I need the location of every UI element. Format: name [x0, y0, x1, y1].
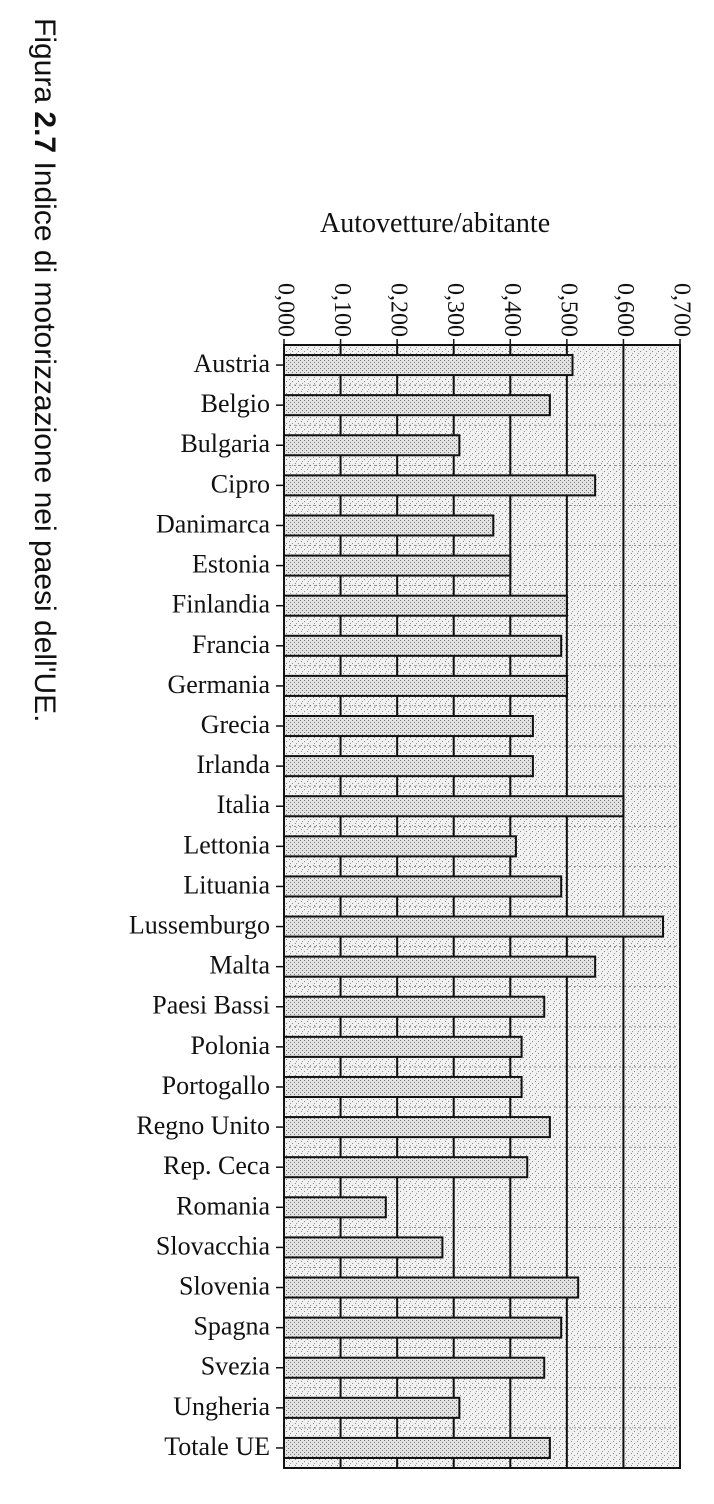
bar: [284, 756, 533, 776]
category-label: Irlanda: [196, 750, 270, 780]
bar: [284, 1358, 544, 1378]
bar: [284, 997, 544, 1017]
bar: [284, 1237, 442, 1257]
category-label: Italia: [216, 790, 270, 820]
category-label: Slovacchia: [155, 1231, 270, 1261]
bar: [284, 676, 567, 696]
category-label: Polonia: [190, 1030, 270, 1060]
bar: [284, 1037, 522, 1057]
bar: [284, 475, 595, 495]
bar: [284, 435, 459, 455]
x-tick-label: 0,100: [329, 283, 356, 337]
category-label: Finlandia: [171, 589, 270, 619]
category-label: Austria: [193, 349, 270, 379]
x-tick-label: 0,400: [498, 283, 525, 337]
x-axis-title: Autovetture/abitante: [320, 208, 551, 239]
bar: [284, 515, 493, 535]
bar: [284, 957, 595, 977]
category-label: Lussemburgo: [128, 910, 270, 940]
category-label: Danimarca: [155, 509, 270, 539]
bar: [284, 1318, 561, 1338]
category-label: Rep. Ceca: [163, 1151, 270, 1181]
category-label: Ungheria: [173, 1391, 270, 1421]
category-label: Francia: [192, 629, 270, 659]
category-label: Lettonia: [183, 830, 270, 860]
bar: [284, 1157, 527, 1177]
bar: [284, 1438, 550, 1458]
bar: [284, 917, 663, 937]
bar: [284, 596, 567, 616]
category-label: Paesi Bassi: [152, 990, 270, 1020]
category-label: Portogallo: [161, 1070, 270, 1100]
bar: [284, 1117, 550, 1137]
caption-number: 2.7: [28, 111, 61, 154]
x-tick-label: 0,600: [611, 283, 638, 337]
category-label: Malta: [209, 950, 270, 980]
bar: [284, 716, 533, 736]
bar: [284, 796, 623, 816]
x-tick-label: 0,700: [668, 283, 695, 337]
bar: [284, 1197, 386, 1217]
category-label: Germania: [167, 669, 270, 699]
bar: [284, 836, 516, 856]
x-tick-label: 0,300: [442, 283, 469, 337]
bar: [284, 556, 510, 576]
category-label: Slovenia: [179, 1271, 270, 1301]
bar: [284, 636, 561, 656]
category-label: Romania: [176, 1191, 270, 1221]
bar: [284, 1277, 578, 1297]
category-label: Spagna: [193, 1311, 270, 1341]
caption-prefix: Figura: [28, 18, 61, 104]
bar: [284, 355, 573, 375]
category-label: Svezia: [200, 1351, 270, 1381]
category-label: Lituania: [183, 870, 270, 900]
category-label: Regno Unito: [136, 1111, 270, 1141]
category-label: Bulgaria: [180, 429, 270, 459]
x-tick-label: 0,000: [272, 283, 299, 337]
category-label: Totale UE: [164, 1431, 270, 1461]
category-label: Grecia: [200, 709, 270, 739]
bar: [284, 1398, 459, 1418]
bar: [284, 1077, 522, 1097]
bar: [284, 876, 561, 896]
x-tick-label: 0,500: [555, 283, 582, 337]
category-label: Belgio: [200, 389, 270, 419]
category-label: Cipro: [210, 469, 270, 499]
bar: [284, 395, 550, 415]
category-label: Estonia: [192, 549, 270, 579]
caption-text: Indice di motorizzazione nei paesi dell'UE.: [28, 161, 61, 723]
x-tick-label: 0,200: [385, 283, 412, 337]
